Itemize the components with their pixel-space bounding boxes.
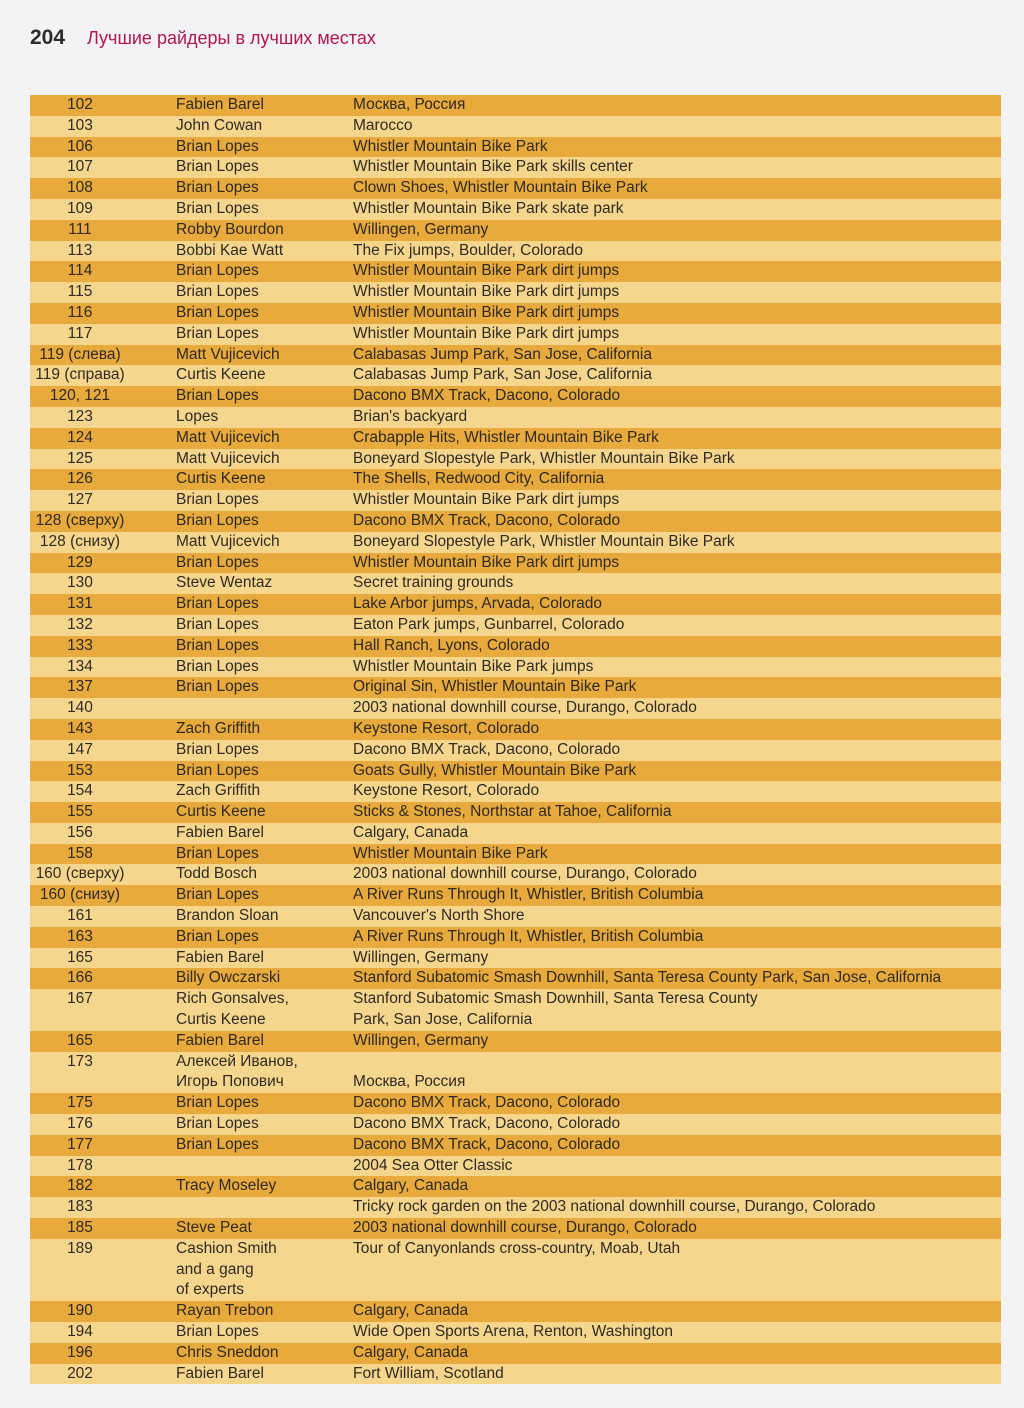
location-cell: Whistler Mountain Bike Park dirt jumps [353, 303, 620, 321]
rider-cell: Brian Lopes [176, 615, 259, 633]
location-cell: Whistler Mountain Bike Park dirt jumps [353, 553, 620, 571]
location-cell: Calgary, Canada [353, 1177, 469, 1195]
rider-cell: Fabien Barel [176, 948, 264, 966]
table-row [30, 324, 1001, 345]
page-cell: 107 [67, 158, 93, 176]
page-cell: 133 [67, 636, 93, 654]
location-cell: Tour of Canyonlands cross-country, Moab, Utah [353, 1239, 681, 1257]
location-cell: Brian's backyard [353, 407, 468, 425]
location-cell: Willingen, Germany [353, 1031, 489, 1049]
rider-cell: Tracy Moseley [176, 1177, 277, 1195]
rider-cell: John Cowan [176, 116, 263, 134]
location-cell: Dacono BMX Track, Dacono, Colorado [353, 511, 621, 529]
table-row [30, 1301, 1001, 1322]
table-row [30, 365, 1001, 386]
location-cell: A River Runs Through It, Whistler, British Columbia [353, 927, 704, 945]
location-cell: Stanford Subatomic Smash Downhill, Santa Teresa County Park, San Jose, California [353, 990, 758, 1029]
rider-cell: Curtis Keene [176, 366, 266, 384]
table-row [30, 116, 1001, 137]
page-cell: 196 [67, 1343, 93, 1361]
table-row [30, 906, 1001, 927]
rider-cell: Brian Lopes [176, 844, 259, 862]
table-row [30, 220, 1001, 241]
location-cell: A River Runs Through It, Whistler, British Columbia [353, 886, 704, 904]
page-cell: 185 [67, 1219, 93, 1237]
table-row [30, 802, 1001, 823]
page-cell: 177 [67, 1135, 93, 1153]
rider-cell: Fabien Barel [176, 823, 264, 841]
photo-credits-table [30, 95, 1001, 1384]
table-row [30, 95, 1001, 116]
table-row [30, 1052, 1001, 1094]
page-cell: 129 [67, 553, 93, 571]
table-row [30, 927, 1001, 948]
location-cell: Dacono BMX Track, Dacono, Colorado [353, 740, 621, 758]
location-cell: Whistler Mountain Bike Park dirt jumps [353, 262, 620, 280]
page-cell: 156 [67, 823, 93, 841]
rider-cell: Brian Lopes [176, 511, 259, 529]
location-cell: Москва, Россия [353, 96, 466, 113]
location-cell: Marocco [353, 116, 413, 134]
page-cell: 125 [67, 449, 93, 467]
rider-cell: Brian Lopes [176, 678, 259, 696]
location-cell: Москва, Россия [353, 1073, 466, 1091]
table-row [30, 719, 1001, 740]
table-row [30, 1135, 1001, 1156]
rider-cell: Brian Lopes [176, 553, 259, 571]
table-row [30, 844, 1001, 865]
page-cell: 109 [67, 199, 93, 217]
running-title: Лучшие райдеры в лучших местах [87, 28, 376, 48]
page-cell: 130 [67, 574, 93, 592]
location-cell: Keystone Resort, Colorado [353, 782, 540, 800]
page-cell: 182 [67, 1177, 93, 1195]
page-cell: 120, 121 [49, 387, 111, 405]
page-cell: 173 [67, 1052, 93, 1070]
table-row [30, 948, 1001, 969]
rider-cell: Brian Lopes [176, 1115, 259, 1133]
table-row [30, 1156, 1001, 1177]
table-row [30, 1031, 1001, 1052]
location-cell: Original Sin, Whistler Mountain Bike Park [353, 678, 637, 696]
rider-cell: Matt Vujicevich [176, 449, 280, 467]
rider-cell: Brian Lopes [176, 137, 259, 155]
rider-cell: Curtis Keene [176, 470, 266, 488]
location-cell: Calabasas Jump Park, San Jose, California [353, 366, 652, 384]
location-cell: Hall Ranch, Lyons, Colorado [353, 636, 550, 654]
page-cell: 178 [67, 1156, 93, 1174]
table-row [30, 532, 1001, 553]
page-cell: 167 [67, 990, 93, 1008]
location-cell: Whistler Mountain Bike Park [353, 844, 548, 862]
page-cell: 115 [67, 283, 93, 301]
table-row [30, 157, 1001, 178]
page-cell: 161 [67, 907, 93, 925]
location-cell: Calgary, Canada [353, 1343, 469, 1361]
rider-cell: Brian Lopes [176, 491, 259, 509]
location-cell: Willingen, Germany [353, 948, 489, 966]
location-cell: Whistler Mountain Bike Park dirt jumps [353, 324, 620, 342]
page-cell: 127 [67, 491, 93, 509]
page-cell: 117 [67, 324, 93, 342]
rider-cell: Brian Lopes [176, 1135, 259, 1153]
location-cell: 2003 national downhill course, Durango, Colorado [353, 865, 697, 883]
rider-cell: Brian Lopes [176, 1094, 259, 1112]
table-row [30, 241, 1001, 262]
table-row [30, 1239, 1001, 1301]
table-row [30, 740, 1001, 761]
table-row [30, 594, 1001, 615]
rider-cell: Chris Sneddon [176, 1343, 279, 1361]
page-cell: 116 [67, 303, 93, 321]
table-row [30, 199, 1001, 220]
table-row [30, 1343, 1001, 1364]
table-row [30, 449, 1001, 470]
rider-cell: Todd Bosch [176, 865, 257, 883]
rider-cell: Rich Gonsalves, Curtis Keene [176, 990, 289, 1029]
table-row [30, 1093, 1001, 1114]
page-cell: 134 [67, 657, 93, 675]
table-row [30, 1218, 1001, 1239]
page-cell: 143 [67, 719, 93, 737]
table-row [30, 885, 1001, 906]
rider-cell: Brian Lopes [176, 283, 259, 301]
page-cell: 190 [67, 1302, 93, 1320]
table-row [30, 407, 1001, 428]
location-cell: Whistler Mountain Bike Park dirt jumps [353, 283, 620, 301]
rider-cell: Bobbi Kae Watt [176, 241, 284, 259]
table-row [30, 573, 1001, 594]
table-row [30, 615, 1001, 636]
location-cell: Calgary, Canada [353, 1302, 469, 1320]
rider-cell: Brian Lopes [176, 740, 259, 758]
rider-cell: Brian Lopes [176, 262, 259, 280]
location-cell: 2003 national downhill course, Durango, Colorado [353, 1219, 697, 1237]
page-cell: 126 [67, 470, 93, 488]
table-row [30, 282, 1001, 303]
location-cell: Sticks & Stones, Northstar at Tahoe, California [353, 803, 672, 821]
location-cell: Dacono BMX Track, Dacono, Colorado [353, 1135, 621, 1153]
location-cell: Clown Shoes, Whistler Mountain Bike Park [353, 179, 648, 197]
location-cell: Eaton Park jumps, Gunbarrel, Colorado [353, 615, 625, 633]
location-cell: Boneyard Slopestyle Park, Whistler Mountain Bike Park [353, 532, 735, 550]
location-cell: Tricky rock garden on the 2003 national downhill course, Durango, Colorado [353, 1198, 876, 1216]
page-cell: 163 [67, 927, 93, 945]
page-cell: 160 (снизу) [39, 886, 121, 904]
page-cell: 111 [68, 220, 92, 238]
page-cell: 153 [67, 761, 93, 779]
table-row [30, 1197, 1001, 1218]
location-cell: Lake Arbor jumps, Arvada, Colorado [353, 595, 602, 613]
rider-cell: Brian Lopes [176, 636, 259, 654]
page-cell: 202 [67, 1364, 93, 1382]
page-cell: 154 [67, 782, 93, 800]
page-cell: 106 [67, 137, 93, 155]
location-cell: Willingen, Germany [353, 220, 489, 238]
table-row [30, 428, 1001, 449]
table-row [30, 261, 1001, 282]
page-cell: 123 [67, 407, 93, 425]
rider-cell: Fabien Barel [176, 96, 264, 113]
table-row [30, 345, 1001, 366]
location-cell: Keystone Resort, Colorado [353, 719, 540, 737]
location-cell: Goats Gully, Whistler Mountain Bike Park [353, 761, 637, 779]
page-cell: 137 [67, 678, 93, 696]
location-cell: Whistler Mountain Bike Park skills center [353, 158, 633, 176]
table-row [30, 1176, 1001, 1197]
page-cell: 124 [67, 428, 93, 446]
rider-cell: Brian Lopes [176, 179, 259, 197]
page-cell: 189 [67, 1239, 93, 1257]
page-cell: 155 [67, 803, 93, 821]
rider-cell [130, 1156, 353, 1177]
rider-cell: Robby Bourdon [176, 220, 284, 238]
page-cell: 114 [67, 262, 93, 280]
table-row [30, 178, 1001, 199]
location-cell: The Fix jumps, Boulder, Colorado [353, 241, 584, 259]
rider-cell: Brian Lopes [176, 595, 259, 613]
rider-cell [130, 1197, 353, 1218]
table-row [30, 823, 1001, 844]
location-cell: Calabasas Jump Park, San Jose, California [353, 345, 652, 363]
location-cell: Dacono BMX Track, Dacono, Colorado [353, 1094, 621, 1112]
page-cell: 128 (снизу) [39, 532, 121, 550]
location-cell: Secret training grounds [353, 574, 514, 592]
rider-cell [130, 698, 353, 719]
rider-cell: Brian Lopes [176, 303, 259, 321]
table-row [30, 864, 1001, 885]
table-row [30, 781, 1001, 802]
table-row [30, 1114, 1001, 1135]
location-cell: The Shells, Redwood City, California [353, 470, 605, 488]
rider-cell: Brian Lopes [176, 927, 259, 945]
location-cell: Dacono BMX Track, Dacono, Colorado [353, 387, 621, 405]
page-cell: 183 [67, 1198, 93, 1216]
rider-cell: Алексей Иванов, Игорь Попович [176, 1052, 298, 1091]
rider-cell: Brian Lopes [176, 761, 259, 779]
page-cell: 102 [67, 96, 93, 113]
rider-cell: Fabien Barel [176, 1364, 264, 1382]
page-cell: 158 [67, 844, 93, 862]
page-cell: 194 [67, 1323, 93, 1341]
rider-cell: Matt Vujicevich [176, 532, 280, 550]
page-cell: 160 (сверху) [35, 865, 125, 883]
page-cell: 165 [67, 948, 93, 966]
table-row [30, 469, 1001, 490]
page-cell: 132 [67, 615, 93, 633]
page-cell: 119 (слева) [39, 345, 121, 363]
table-row [30, 386, 1001, 407]
rider-cell: Lopes [176, 407, 219, 425]
rider-cell: Steve Peat [176, 1219, 252, 1237]
rider-cell: Brian Lopes [176, 199, 259, 217]
rider-cell: Matt Vujicevich [176, 345, 280, 363]
location-cell: Dacono BMX Track, Dacono, Colorado [353, 1115, 621, 1133]
location-cell: Calgary, Canada [353, 823, 469, 841]
page-cell: 113 [67, 241, 93, 259]
table-row [30, 968, 1001, 989]
location-cell: Whistler Mountain Bike Park skate park [353, 199, 624, 217]
location-cell: 2004 Sea Otter Classic [353, 1156, 513, 1174]
page-cell: 176 [67, 1115, 93, 1133]
rider-cell: Matt Vujicevich [176, 428, 280, 446]
location-cell: Boneyard Slopestyle Park, Whistler Mountain Bike Park [353, 449, 735, 467]
rider-cell: Brian Lopes [176, 657, 259, 675]
page-cell: 108 [67, 179, 93, 197]
page-cell: 119 (справа) [35, 366, 125, 384]
rider-cell: Brian Lopes [176, 324, 259, 342]
page-cell: 165 [67, 1031, 93, 1049]
rider-cell: Brian Lopes [176, 387, 259, 405]
rider-cell: Brian Lopes [176, 886, 259, 904]
page-cell: 175 [67, 1094, 93, 1112]
table-row [30, 698, 1001, 719]
location-cell: Stanford Subatomic Smash Downhill, Santa Teresa County Park, San Jose, California [353, 969, 942, 987]
page-cell: 128 (сверху) [35, 511, 125, 529]
table-row [30, 989, 1001, 1031]
location-cell: Whistler Mountain Bike Park jumps [353, 657, 594, 675]
rider-cell: Fabien Barel [176, 1031, 264, 1049]
page-cell: 103 [67, 116, 93, 134]
rider-cell: Curtis Keene [176, 803, 266, 821]
location-cell: Crabapple Hits, Whistler Mountain Bike Park [353, 428, 659, 446]
rider-cell: Brandon Sloan [176, 907, 279, 925]
page-header [30, 26, 376, 58]
table-row [30, 677, 1001, 698]
table-row [30, 1322, 1001, 1343]
location-cell: 2003 national downhill course, Durango, Colorado [353, 699, 697, 717]
table-row [30, 761, 1001, 782]
rider-cell: Brian Lopes [176, 158, 259, 176]
table-row [30, 303, 1001, 324]
page-cell: 140 [67, 699, 93, 717]
page-cell: 166 [67, 969, 93, 987]
rider-cell: Rayan Trebon [176, 1302, 274, 1320]
table-row [30, 1364, 1001, 1385]
location-cell: Vancouver's North Shore [353, 907, 525, 925]
table-row [30, 137, 1001, 158]
table-row [30, 636, 1001, 657]
rider-cell: Brian Lopes [176, 1323, 259, 1341]
page-cell: 131 [67, 595, 93, 613]
table-row [30, 553, 1001, 574]
rider-cell: Zach Griffith [176, 782, 261, 800]
page-number: 204 [30, 26, 66, 49]
location-cell: Whistler Mountain Bike Park dirt jumps [353, 491, 620, 509]
location-cell: Fort William, Scotland [353, 1364, 504, 1382]
rider-cell: Billy Owczarski [176, 969, 281, 987]
table-row [30, 511, 1001, 532]
location-cell: Whistler Mountain Bike Park [353, 137, 548, 155]
rider-cell: Cashion Smith and a gang of experts [176, 1239, 277, 1299]
rider-cell: Steve Wentaz [176, 574, 273, 592]
table-row [30, 490, 1001, 511]
table-row [30, 657, 1001, 678]
location-cell: Wide Open Sports Arena, Renton, Washington [353, 1323, 673, 1341]
page-cell: 147 [67, 740, 93, 758]
rider-cell: Zach Griffith [176, 719, 261, 737]
